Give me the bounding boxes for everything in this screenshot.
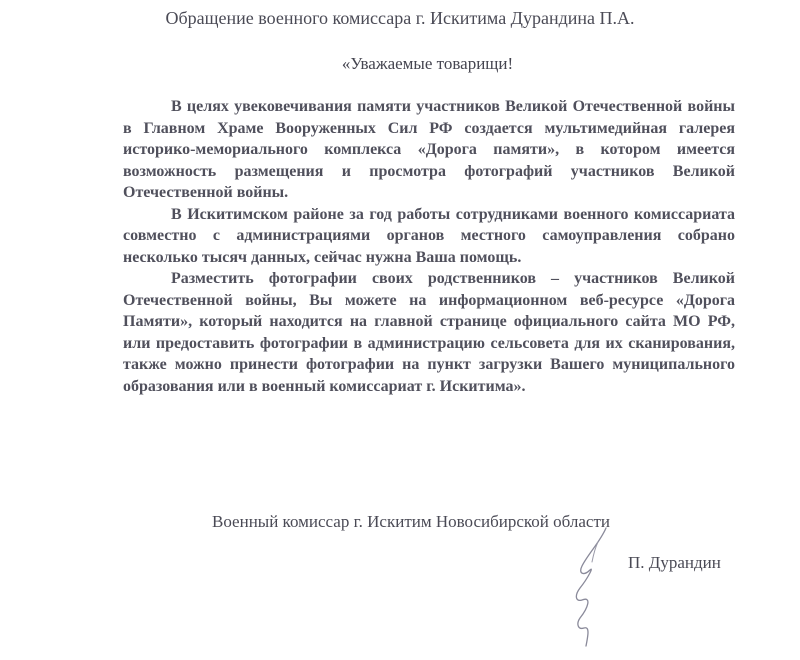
signatory-name: П. Дурандин [628, 553, 721, 572]
document-header: Обращение военного комиссара г. Искитима Дурандина П.А. [165, 8, 635, 28]
document-body [123, 96, 735, 397]
paragraph-1: В целях увековечивания памяти участников Великой Отечественной войны в Главном Храме Вооруженных Сил РФ создается мультимедийная галерея историко-мемориального комплекса «Дорога памяти», в котором имеется возможность размещения и просмотра фотографий участников Великой Отечественной войны. [123, 98, 735, 201]
paragraph-3: Разместить фотографии своих родственников – участников Великой Отечественной войны, Вы можете на информационном веб-ресурсе «Дорога Памяти», который находится на главной странице официального сайта МО РФ, или предоставить фотографии в администрацию сельсовета для их сканирования, также можно принести фотографии на пункт загрузки Вашего муниципального образования или в военный комиссариат г. Искитима». [123, 270, 735, 395]
paragraph-2: В Искитимском районе за год работы сотрудниками военного комиссариата совместно с администрациями органов местного самоуправления собрано несколько тысяч данных, сейчас нужна Ваша помощь. [123, 205, 735, 266]
greeting: «Уважаемые товарищи! [341, 54, 514, 73]
handwritten-signature [548, 522, 628, 652]
signatory-title: Военный комиссар г. Искитим Новосибирской области [212, 512, 610, 531]
